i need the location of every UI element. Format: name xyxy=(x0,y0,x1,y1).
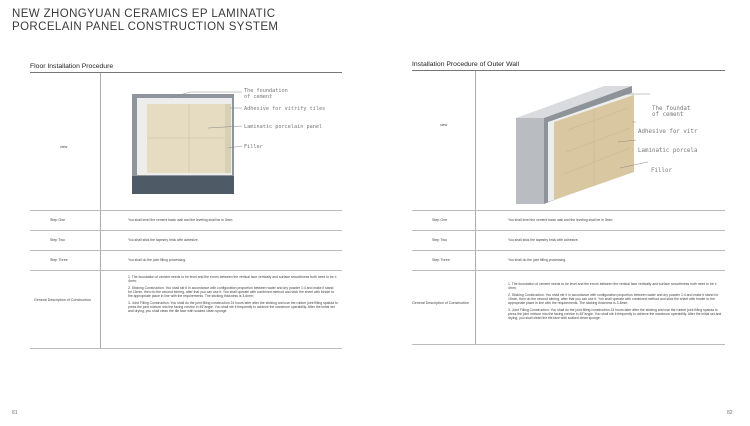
left-page-number: 81 xyxy=(12,410,18,416)
right-table-bottom-rule xyxy=(412,344,725,345)
left-row-rule xyxy=(30,210,342,211)
diagram-label-filler: Filler xyxy=(244,144,263,150)
right-row-rule xyxy=(412,230,725,231)
floor-installation-diagram xyxy=(130,84,340,196)
left-general-paragraph-3: 3. Joint Filling Construction: You shall do the joint filling construction 24 hours later after the sticking and use the rubber joint filling spatula to press the joint mixture into the facing crevice in 45°angle. You shall stir it frequently to achieve the maximum operability. After the initial set and drying, you shall clean the tile face with soaked clean sponge. xyxy=(128,300,338,314)
right-page-number: 82 xyxy=(727,410,733,416)
right-general-paragraph-3: 3. Joint Filling Construction: You shall do the joint filling construction 24 hours later after the sticking and use the rubber joint filling spatula to press the joint mixture into the facing crevice in 45°angle. You shall stir it frequently to achieve the maximum operability. After the initial set and drying, you shall clean the tile face with soaked clean sponge. xyxy=(508,307,722,321)
left-row-rule xyxy=(30,270,342,271)
left-step-three-label: Step Three xyxy=(50,258,68,262)
right-general-paragraph-2: 2. Sticking Construction: You shall stir it in accordance with configuration proportion between water and dry powder 1:4 and make it stand for 15min, then do the second stirring, after that you can use it. You shall operate with combined method and stick the sheet with binder to the appropriate place in line with the requirements. The sticking thickness is 3-6mm; xyxy=(508,292,719,306)
left-table-divider xyxy=(100,73,101,349)
left-step-one-label: Step One xyxy=(50,218,66,222)
diagram-label-filler: Fillor xyxy=(651,168,672,174)
right-step-two-label: Step Two xyxy=(432,238,447,242)
left-step-three-text: You shall do the joint filling processing. xyxy=(128,258,187,262)
right-row-rule xyxy=(412,250,725,251)
right-step-two-text: You shall stick the tapestry brick with adhesive. xyxy=(508,238,579,242)
left-table-bottom-rule xyxy=(30,348,342,349)
diagram-label-foundation-2: of cement xyxy=(652,112,684,118)
right-table-divider xyxy=(475,71,476,345)
right-step-three-label: Step Three xyxy=(432,258,450,262)
right-general-description xyxy=(508,282,722,323)
diagram-label-foundation-2: of cement xyxy=(244,94,273,100)
diagram-label-adhesive: Adhesive for vitr xyxy=(638,129,698,135)
right-view-label: view xyxy=(440,123,448,127)
diagram-label-adhesive: Adhesive for vitrify tiles xyxy=(244,106,326,112)
right-step-one-text: You shall level the cement basic wall and the leveling shall be in 3mm. xyxy=(508,218,614,222)
left-general-label: General Description of Construction xyxy=(34,298,91,302)
left-row-rule xyxy=(30,250,342,251)
left-section-title: Floor Installation Procedure xyxy=(30,63,114,70)
right-step-one-label: Step One xyxy=(432,218,448,222)
brand-title-line-1: NEW ZHONGYUAN CERAMICS EP LAMINATIC xyxy=(12,8,276,20)
right-row-rule xyxy=(412,210,725,211)
wall-front-face xyxy=(516,118,544,204)
left-general-paragraph-2: 2. Sticking Construction: You shall stir it in accordance with configuration proportion between water and dry powder 1:4 and make it stand for 15min, then do the second stirring, after that you can use it. You shall operate with combined method and stick the sheet with binder to the appropriate place in line with the requirements. The sticking thickness is 3-6mm; xyxy=(128,285,335,299)
left-row-rule xyxy=(30,230,342,231)
right-row-rule xyxy=(412,270,725,271)
left-step-two-text: You shall stick the tapestry brick with adhesive. xyxy=(128,238,199,242)
right-section-title: Installation Procedure of Outer Wall xyxy=(412,61,520,68)
left-view-label: view xyxy=(60,145,68,149)
diagram-label-panel: Laminatic porcela xyxy=(638,148,698,154)
left-step-one-text: You shall level the cement basic wall and the leveling shall be in 3mm. xyxy=(128,218,234,222)
diagram-label-foundation: The foundat xyxy=(652,106,691,112)
brand-title xyxy=(12,8,278,34)
outer-wall-installation-diagram xyxy=(508,82,726,206)
diagram-label-foundation: The foundation xyxy=(244,88,288,94)
right-step-three-text: You shall do the joint filling processing. xyxy=(508,258,567,262)
left-general-description xyxy=(128,275,338,316)
left-general-paragraph-1: 1. The foundation of cement needs to be level and the errors between the vertical face vertically and surface smoothness both need to be ± 4mm; xyxy=(128,275,337,284)
right-title-rule xyxy=(412,70,725,71)
brand-title-line-2: PORCELAIN PANEL CONSTRUCTION SYSTEM xyxy=(12,21,279,33)
diagram-label-panel: Laminatic porcelain panel xyxy=(244,124,323,130)
cement-base-front xyxy=(132,174,234,194)
right-general-label: General Description of Construction xyxy=(412,301,469,305)
left-title-rule xyxy=(30,72,342,73)
filler-strip xyxy=(225,104,231,173)
left-step-two-label: Step Two xyxy=(50,238,65,242)
right-general-paragraph-1: 1. The foundation of cement needs to be level and the errors between the vertical face vertically and surface smoothness both need to be ± 4mm; xyxy=(508,282,717,291)
